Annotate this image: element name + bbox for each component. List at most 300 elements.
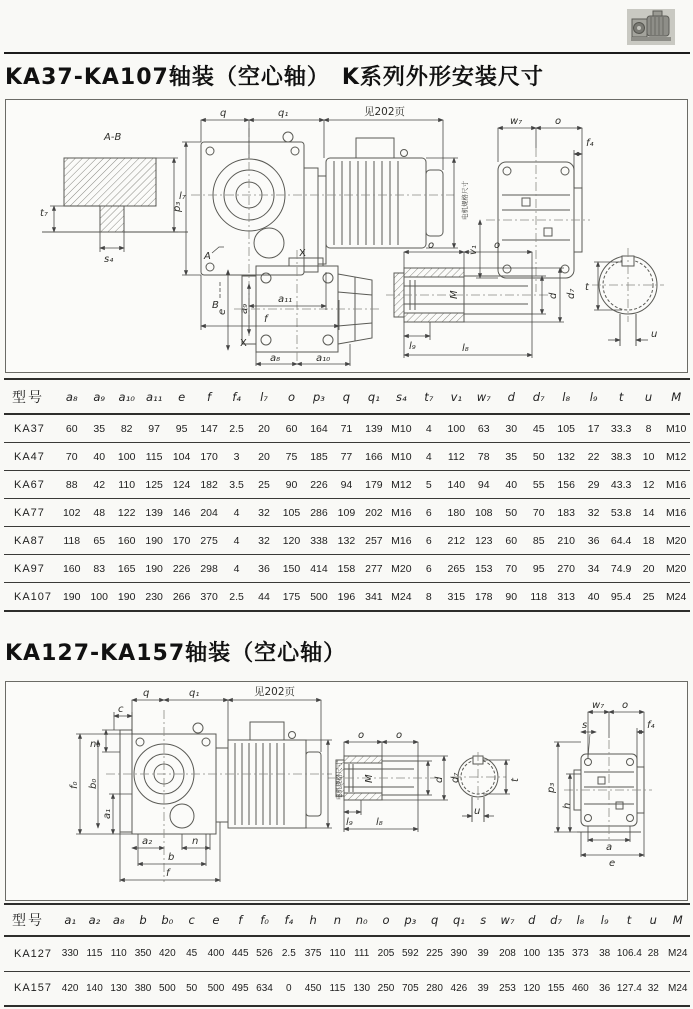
- column-header: f₄: [277, 904, 301, 936]
- value-cell: 165: [113, 555, 140, 583]
- column-header: e: [204, 904, 228, 936]
- column-header: n: [325, 904, 349, 936]
- column-header: p₃: [305, 379, 332, 414]
- value-cell: M20: [388, 555, 415, 583]
- dim-label-o-shaft1: o: [358, 730, 365, 741]
- dim-label-a11: a₁₁: [278, 294, 293, 305]
- value-cell: 40: [498, 471, 525, 499]
- header-divider: [4, 52, 690, 54]
- value-cell: 4: [223, 499, 250, 527]
- value-cell: 53.8: [607, 499, 634, 527]
- value-cell: 139: [360, 414, 387, 443]
- view-marker-x1: X: [240, 338, 247, 349]
- value-cell: 112: [443, 443, 470, 471]
- model-cell: KA37: [4, 414, 58, 443]
- value-cell: 135: [544, 936, 568, 971]
- column-header: d: [498, 379, 525, 414]
- column-header: d₇: [525, 379, 552, 414]
- table-row: [4, 971, 690, 1006]
- value-cell: 50: [179, 971, 203, 1006]
- dim-label-t: t: [510, 778, 521, 782]
- column-header: f₄: [223, 379, 250, 414]
- value-cell: 70: [498, 555, 525, 583]
- value-cell: 60: [58, 414, 85, 443]
- drawing-area-1: [5, 99, 688, 373]
- model-cell: KA107: [4, 583, 58, 612]
- value-cell: 182: [195, 471, 222, 499]
- value-cell: 166: [360, 443, 387, 471]
- value-cell: 82: [113, 414, 140, 443]
- value-cell: 35: [498, 443, 525, 471]
- value-cell: 420: [155, 936, 179, 971]
- dim-label-v1: v₁: [468, 245, 479, 255]
- dim-label-l8: l₈: [376, 817, 383, 828]
- column-header-model: 型号: [4, 904, 58, 936]
- column-header: a₁: [58, 904, 82, 936]
- value-cell: 60: [498, 527, 525, 555]
- dimension-table-ka37-ka107: [4, 378, 690, 612]
- value-cell: M16: [388, 499, 415, 527]
- value-cell: 109: [333, 499, 360, 527]
- value-cell: 20: [250, 414, 277, 443]
- value-cell: 32: [580, 499, 607, 527]
- dim-label-d7: d₇: [450, 772, 461, 783]
- value-cell: M20: [662, 527, 690, 555]
- value-cell: 375: [301, 936, 325, 971]
- dim-label-A: A: [204, 251, 211, 262]
- dim-label-f: f: [264, 314, 268, 325]
- value-cell: 124: [168, 471, 195, 499]
- value-cell: 32: [250, 527, 277, 555]
- value-cell: 25: [635, 583, 662, 612]
- value-cell: 210: [552, 527, 579, 555]
- column-header-model: 型号: [4, 379, 58, 414]
- column-header: u: [635, 379, 662, 414]
- dim-label-o-endview: o: [555, 116, 562, 127]
- value-cell: 70: [58, 443, 85, 471]
- value-cell: 118: [58, 527, 85, 555]
- dim-label-u: u: [474, 806, 481, 817]
- value-cell: 95.4: [607, 583, 634, 612]
- value-cell: 44: [250, 583, 277, 612]
- dim-label-t: t: [585, 282, 589, 293]
- value-cell: 110: [107, 936, 131, 971]
- value-cell: 118: [525, 583, 552, 612]
- table-row: [4, 499, 690, 527]
- value-cell: 110: [325, 936, 349, 971]
- value-cell: 175: [278, 583, 305, 612]
- value-cell: 39: [471, 971, 495, 1006]
- value-cell: 33.3: [607, 414, 634, 443]
- model-cell: KA127: [4, 936, 58, 971]
- dim-label-a10: a₁₀: [316, 353, 331, 364]
- column-header: q: [422, 904, 446, 936]
- value-cell: 2.5: [223, 414, 250, 443]
- value-cell: 130: [350, 971, 374, 1006]
- dim-label-t7: t₇: [40, 208, 48, 219]
- column-header: d: [520, 904, 544, 936]
- dim-label-M: M: [449, 290, 460, 299]
- column-header: q₁: [360, 379, 387, 414]
- value-cell: M12: [662, 443, 690, 471]
- value-cell: M10: [388, 414, 415, 443]
- dim-label-n0: n₀: [90, 739, 101, 750]
- value-cell: M20: [662, 555, 690, 583]
- gearmotor-photo: [627, 7, 675, 47]
- value-cell: 341: [360, 583, 387, 612]
- dim-label-b: b: [168, 852, 175, 863]
- value-cell: 250: [374, 971, 398, 1006]
- value-cell: 230: [140, 583, 167, 612]
- value-cell: 120: [278, 527, 305, 555]
- view-label-ab: A-B: [104, 132, 122, 143]
- see-page-note: 见202页: [364, 106, 406, 118]
- value-cell: 60: [278, 414, 305, 443]
- dim-label-q1: q₁: [278, 108, 289, 119]
- column-header: l₉: [580, 379, 607, 414]
- value-cell: 6: [415, 527, 442, 555]
- dim-label-q1: q₁: [189, 688, 200, 699]
- value-cell: 100: [113, 443, 140, 471]
- value-cell: 39: [471, 936, 495, 971]
- value-cell: 338: [305, 527, 332, 555]
- dim-label-d7: d₇: [566, 288, 577, 299]
- value-cell: 45: [179, 936, 203, 971]
- value-cell: 204: [195, 499, 222, 527]
- table-row: [4, 555, 690, 583]
- value-cell: 460: [568, 971, 592, 1006]
- value-cell: 38: [593, 936, 617, 971]
- value-cell: 350: [131, 936, 155, 971]
- table-row: [4, 414, 690, 443]
- value-cell: 36: [580, 527, 607, 555]
- value-cell: 8: [415, 583, 442, 612]
- value-cell: 43.3: [607, 471, 634, 499]
- value-cell: 14: [635, 499, 662, 527]
- column-header: b₀: [155, 904, 179, 936]
- value-cell: 190: [140, 555, 167, 583]
- column-header: c: [179, 904, 203, 936]
- column-header: l₈: [552, 379, 579, 414]
- dim-label-a2: a₂: [142, 836, 153, 847]
- column-header: l₉: [593, 904, 617, 936]
- motor-dim-note-2: 电机规格尺寸: [335, 761, 343, 800]
- model-cell: KA157: [4, 971, 58, 1006]
- dim-label-l8: l₈: [462, 343, 469, 354]
- dim-label-d: d: [548, 292, 559, 299]
- column-header: p₃: [398, 904, 422, 936]
- value-cell: 400: [204, 936, 228, 971]
- table-row: [4, 443, 690, 471]
- value-cell: 270: [552, 555, 579, 583]
- column-header: M: [665, 904, 690, 936]
- column-header: w₇: [470, 379, 497, 414]
- value-cell: 110: [113, 471, 140, 499]
- column-header: s: [471, 904, 495, 936]
- value-cell: 102: [58, 499, 85, 527]
- value-cell: 32: [641, 971, 665, 1006]
- value-cell: 266: [168, 583, 195, 612]
- value-cell: 313: [552, 583, 579, 612]
- value-cell: 104: [168, 443, 195, 471]
- value-cell: 108: [470, 499, 497, 527]
- table-row: [4, 936, 690, 971]
- value-cell: 83: [85, 555, 112, 583]
- value-cell: 150: [278, 555, 305, 583]
- dim-label-l7: l₇: [179, 191, 186, 202]
- value-cell: 170: [168, 527, 195, 555]
- value-cell: 2.5: [223, 583, 250, 612]
- value-cell: 70: [525, 499, 552, 527]
- dim-label-f4: f₄: [586, 138, 594, 149]
- value-cell: 164: [305, 414, 332, 443]
- column-header: a₉: [85, 379, 112, 414]
- value-cell: 95: [525, 555, 552, 583]
- value-cell: 196: [333, 583, 360, 612]
- value-cell: 500: [204, 971, 228, 1006]
- value-cell: 90: [498, 583, 525, 612]
- dim-label-s: s: [582, 720, 588, 731]
- see-page-note-2: 见202页: [254, 686, 296, 698]
- value-cell: 35: [85, 414, 112, 443]
- value-cell: 212: [443, 527, 470, 555]
- value-cell: 180: [443, 499, 470, 527]
- value-cell: 45: [525, 414, 552, 443]
- value-cell: 65: [85, 527, 112, 555]
- dim-label-w7: w₇: [592, 700, 605, 711]
- value-cell: 373: [568, 936, 592, 971]
- value-cell: 6: [415, 499, 442, 527]
- value-cell: 183: [552, 499, 579, 527]
- value-cell: 139: [140, 499, 167, 527]
- value-cell: 63: [470, 414, 497, 443]
- value-cell: 85: [525, 527, 552, 555]
- column-header: u: [641, 904, 665, 936]
- value-cell: M10: [388, 443, 415, 471]
- value-cell: 125: [140, 471, 167, 499]
- value-cell: 6: [415, 555, 442, 583]
- value-cell: 8: [635, 414, 662, 443]
- dim-label-q: q: [143, 688, 150, 699]
- value-cell: 38.3: [607, 443, 634, 471]
- dim-label-c: c: [118, 704, 124, 715]
- value-cell: 179: [360, 471, 387, 499]
- value-cell: 705: [398, 971, 422, 1006]
- value-cell: 50: [498, 499, 525, 527]
- value-cell: 94: [333, 471, 360, 499]
- value-cell: 253: [495, 971, 519, 1006]
- value-cell: 105: [552, 414, 579, 443]
- value-cell: 140: [82, 971, 106, 1006]
- column-header: b: [131, 904, 155, 936]
- value-cell: 30: [498, 414, 525, 443]
- table-header-row: [4, 904, 690, 936]
- value-cell: 32: [250, 499, 277, 527]
- column-header: q: [333, 379, 360, 414]
- value-cell: 40: [580, 583, 607, 612]
- value-cell: 100: [443, 414, 470, 443]
- model-cell: KA67: [4, 471, 58, 499]
- value-cell: 111: [350, 936, 374, 971]
- value-cell: 5: [415, 471, 442, 499]
- dim-label-a: a: [606, 842, 613, 853]
- value-cell: 3: [223, 443, 250, 471]
- value-cell: 257: [360, 527, 387, 555]
- value-cell: 500: [305, 583, 332, 612]
- value-cell: 50: [525, 443, 552, 471]
- value-cell: 390: [447, 936, 471, 971]
- column-header: a₈: [107, 904, 131, 936]
- value-cell: M16: [662, 499, 690, 527]
- value-cell: 123: [470, 527, 497, 555]
- value-cell: 500: [155, 971, 179, 1006]
- value-cell: 275: [195, 527, 222, 555]
- dim-label-B: B: [212, 300, 219, 311]
- value-cell: 115: [82, 936, 106, 971]
- table-row: [4, 583, 690, 612]
- value-cell: 140: [443, 471, 470, 499]
- table-row: [4, 471, 690, 499]
- dim-label-f: f: [166, 868, 170, 879]
- dim-label-h: h: [562, 802, 573, 809]
- value-cell: 75: [278, 443, 305, 471]
- value-cell: 450: [301, 971, 325, 1006]
- value-cell: 208: [495, 936, 519, 971]
- dim-label-o-shaft2: o: [396, 730, 403, 741]
- value-cell: 10: [635, 443, 662, 471]
- value-cell: 156: [552, 471, 579, 499]
- value-cell: 3.5: [223, 471, 250, 499]
- value-cell: 185: [305, 443, 332, 471]
- technical-drawing-ka37-ka107: [6, 100, 687, 372]
- value-cell: M24: [665, 971, 690, 1006]
- value-cell: 380: [131, 971, 155, 1006]
- value-cell: 4: [223, 555, 250, 583]
- value-cell: 315: [443, 583, 470, 612]
- dim-label-p3: p₃: [546, 782, 557, 793]
- value-cell: 74.9: [607, 555, 634, 583]
- dim-label-l9: l₉: [409, 341, 416, 352]
- value-cell: 170: [195, 443, 222, 471]
- value-cell: 414: [305, 555, 332, 583]
- value-cell: 48: [85, 499, 112, 527]
- model-cell: KA77: [4, 499, 58, 527]
- value-cell: 445: [228, 936, 252, 971]
- column-header: M: [662, 379, 690, 414]
- value-cell: 426: [447, 971, 471, 1006]
- value-cell: 28: [641, 936, 665, 971]
- value-cell: 17: [580, 414, 607, 443]
- value-cell: 298: [195, 555, 222, 583]
- column-header: o: [374, 904, 398, 936]
- value-cell: 178: [470, 583, 497, 612]
- motor-dim-note: 电机规格尺寸: [461, 181, 469, 220]
- dim-label-u: u: [651, 329, 658, 340]
- column-header: a₂: [82, 904, 106, 936]
- value-cell: 20: [635, 555, 662, 583]
- value-cell: 330: [58, 936, 82, 971]
- value-cell: 115: [325, 971, 349, 1006]
- value-cell: 42: [85, 471, 112, 499]
- value-cell: 147: [195, 414, 222, 443]
- value-cell: 105: [278, 499, 305, 527]
- value-cell: 202: [360, 499, 387, 527]
- column-header: d₇: [544, 904, 568, 936]
- value-cell: 190: [113, 583, 140, 612]
- value-cell: 634: [252, 971, 276, 1006]
- column-header: f₀: [252, 904, 276, 936]
- value-cell: 2.5: [277, 936, 301, 971]
- value-cell: 277: [360, 555, 387, 583]
- value-cell: 130: [107, 971, 131, 1006]
- value-cell: 106.4: [617, 936, 641, 971]
- value-cell: 95: [168, 414, 195, 443]
- model-cell: KA47: [4, 443, 58, 471]
- column-header: f: [195, 379, 222, 414]
- value-cell: 420: [58, 971, 82, 1006]
- value-cell: M10: [662, 414, 690, 443]
- column-header: l₇: [250, 379, 277, 414]
- value-cell: 55: [525, 471, 552, 499]
- value-cell: 20: [250, 443, 277, 471]
- table-header-row: [4, 379, 690, 414]
- section2-title: KA127-KA157轴装（空心轴）: [5, 641, 347, 666]
- value-cell: 265: [443, 555, 470, 583]
- column-header: t₇: [415, 379, 442, 414]
- column-header: f: [228, 904, 252, 936]
- column-header: a₁₁: [140, 379, 167, 414]
- dim-label-M: M: [364, 774, 375, 783]
- table-row: [4, 527, 690, 555]
- dim-label-n: n: [192, 836, 199, 847]
- column-header: e: [168, 379, 195, 414]
- column-header: s₄: [388, 379, 415, 414]
- value-cell: 158: [333, 555, 360, 583]
- value-cell: 160: [113, 527, 140, 555]
- value-cell: 94: [470, 471, 497, 499]
- dim-label-d: d: [434, 776, 445, 783]
- model-cell: KA97: [4, 555, 58, 583]
- value-cell: 4: [223, 527, 250, 555]
- dim-label-a9: a₉: [239, 303, 250, 314]
- value-cell: M16: [662, 471, 690, 499]
- technical-drawing-ka127-ka157: [6, 682, 687, 900]
- value-cell: 88: [58, 471, 85, 499]
- column-header: n₀: [350, 904, 374, 936]
- dim-label-a1: a₁: [102, 808, 113, 819]
- column-header: a₁₀: [113, 379, 140, 414]
- dim-label-o-shaft1: o: [428, 240, 435, 251]
- value-cell: 12: [635, 471, 662, 499]
- value-cell: 0: [277, 971, 301, 1006]
- value-cell: 100: [520, 936, 544, 971]
- value-cell: 495: [228, 971, 252, 1006]
- value-cell: 526: [252, 936, 276, 971]
- value-cell: 146: [168, 499, 195, 527]
- value-cell: 190: [140, 527, 167, 555]
- value-cell: M24: [662, 583, 690, 612]
- value-cell: 286: [305, 499, 332, 527]
- value-cell: 225: [422, 936, 446, 971]
- dim-label-e: e: [609, 858, 616, 869]
- dim-label-s4: s₄: [104, 254, 114, 265]
- value-cell: 370: [195, 583, 222, 612]
- value-cell: 132: [552, 443, 579, 471]
- value-cell: 190: [58, 583, 85, 612]
- value-cell: 226: [168, 555, 195, 583]
- value-cell: 40: [85, 443, 112, 471]
- value-cell: 36: [593, 971, 617, 1006]
